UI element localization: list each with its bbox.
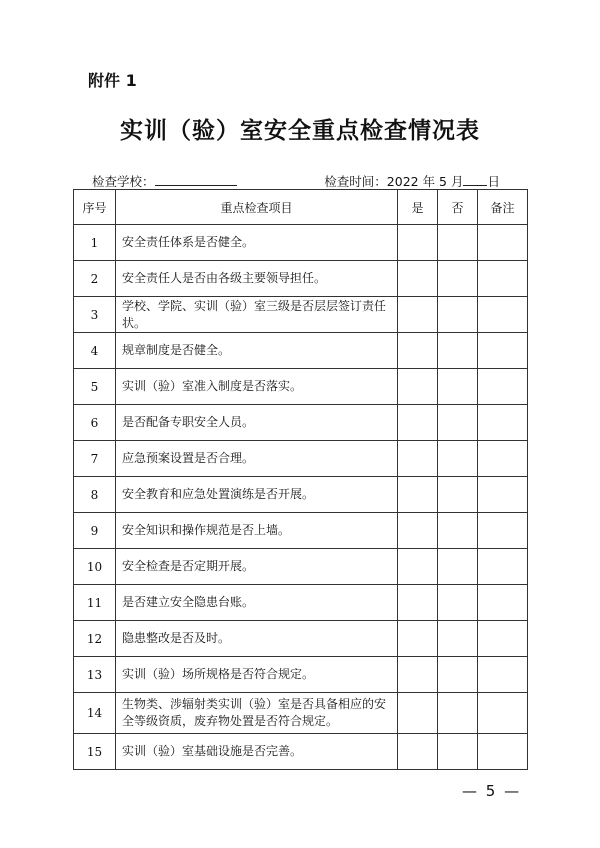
school-blank <box>155 173 237 186</box>
remarks-cell[interactable] <box>478 734 528 770</box>
yes-cell[interactable] <box>398 549 438 585</box>
no-cell[interactable] <box>438 477 478 513</box>
table-row <box>74 261 528 297</box>
remarks-cell[interactable] <box>478 657 528 693</box>
row-number: 3 <box>74 297 116 333</box>
row-number: 4 <box>74 333 116 369</box>
remarks-cell[interactable] <box>478 333 528 369</box>
table-row <box>74 693 528 734</box>
header-no-answer: 否 <box>438 190 478 225</box>
yes-cell[interactable] <box>398 657 438 693</box>
yes-cell[interactable] <box>398 441 438 477</box>
attachment-label: 附件 1 <box>88 71 137 90</box>
header-yes: 是 <box>398 190 438 225</box>
yes-cell[interactable] <box>398 405 438 441</box>
school-label: 检查学校： <box>92 174 155 189</box>
no-cell[interactable] <box>438 734 478 770</box>
row-number: 1 <box>74 225 116 261</box>
yes-cell[interactable] <box>398 369 438 405</box>
yes-cell[interactable] <box>398 261 438 297</box>
day-blank <box>463 173 487 186</box>
inspection-table <box>73 189 528 770</box>
row-item: 安全责任体系是否健全。 <box>116 225 398 261</box>
date-field <box>324 172 500 190</box>
no-cell[interactable] <box>438 549 478 585</box>
table-row <box>74 441 528 477</box>
no-cell[interactable] <box>438 405 478 441</box>
no-cell[interactable] <box>438 297 478 333</box>
row-item: 是否配备专职安全人员。 <box>116 405 398 441</box>
row-item: 安全教育和应急处置演练是否开展。 <box>116 477 398 513</box>
yes-cell[interactable] <box>398 225 438 261</box>
yes-cell[interactable] <box>398 333 438 369</box>
table-row <box>74 225 528 261</box>
table-row <box>74 621 528 657</box>
row-number: 6 <box>74 405 116 441</box>
date-suffix: 日 <box>487 174 500 189</box>
table-row <box>74 477 528 513</box>
no-cell[interactable] <box>438 369 478 405</box>
row-number: 12 <box>74 621 116 657</box>
row-number: 2 <box>74 261 116 297</box>
no-cell[interactable] <box>438 333 478 369</box>
yes-cell[interactable] <box>398 477 438 513</box>
yes-cell[interactable] <box>398 513 438 549</box>
row-number: 13 <box>74 657 116 693</box>
row-item: 实训（验）室准入制度是否落实。 <box>116 369 398 405</box>
no-cell[interactable] <box>438 693 478 734</box>
no-cell[interactable] <box>438 513 478 549</box>
row-item: 安全责任人是否由各级主要领导担任。 <box>116 261 398 297</box>
yes-cell[interactable] <box>398 585 438 621</box>
header-no: 序号 <box>74 190 116 225</box>
remarks-cell[interactable] <box>478 225 528 261</box>
yes-cell[interactable] <box>398 621 438 657</box>
remarks-cell[interactable] <box>478 585 528 621</box>
remarks-cell[interactable] <box>478 297 528 333</box>
page-number: — 5 — <box>462 782 522 800</box>
row-item: 学校、学院、实训（验）室三级是否层层签订责任状。 <box>116 297 398 333</box>
row-number: 8 <box>74 477 116 513</box>
remarks-cell[interactable] <box>478 369 528 405</box>
yes-cell[interactable] <box>398 693 438 734</box>
no-cell[interactable] <box>438 225 478 261</box>
table-row <box>74 333 528 369</box>
table-row <box>74 405 528 441</box>
header-item: 重点检查项目 <box>116 190 398 225</box>
row-number: 7 <box>74 441 116 477</box>
table-row <box>74 297 528 333</box>
row-item: 应急预案设置是否合理。 <box>116 441 398 477</box>
school-field <box>92 172 237 190</box>
no-cell[interactable] <box>438 621 478 657</box>
no-cell[interactable] <box>438 657 478 693</box>
row-item: 安全知识和操作规范是否上墙。 <box>116 513 398 549</box>
page-title: 实训（验）室安全重点检查情况表 <box>120 117 480 144</box>
date-label: 检查时间：2022 年 5 月 <box>324 174 464 189</box>
no-cell[interactable] <box>438 441 478 477</box>
row-number: 5 <box>74 369 116 405</box>
table-row <box>74 585 528 621</box>
row-number: 15 <box>74 734 116 770</box>
remarks-cell[interactable] <box>478 441 528 477</box>
table-header-row <box>74 190 528 225</box>
row-number: 9 <box>74 513 116 549</box>
row-item: 规章制度是否健全。 <box>116 333 398 369</box>
row-item: 安全检查是否定期开展。 <box>116 549 398 585</box>
row-item: 实训（验）室基础设施是否完善。 <box>116 734 398 770</box>
table-row <box>74 657 528 693</box>
no-cell[interactable] <box>438 585 478 621</box>
table-row <box>74 513 528 549</box>
remarks-cell[interactable] <box>478 693 528 734</box>
row-number: 11 <box>74 585 116 621</box>
remarks-cell[interactable] <box>478 549 528 585</box>
remarks-cell[interactable] <box>478 261 528 297</box>
table-row <box>74 734 528 770</box>
table-row <box>74 549 528 585</box>
row-item: 是否建立安全隐患台账。 <box>116 585 398 621</box>
row-item: 生物类、涉辐射类实训（验）室是否具备相应的安全等级资质，废弃物处置是否符合规定。 <box>116 693 398 734</box>
yes-cell[interactable] <box>398 297 438 333</box>
remarks-cell[interactable] <box>478 405 528 441</box>
remarks-cell[interactable] <box>478 513 528 549</box>
row-number: 14 <box>74 693 116 734</box>
table-row <box>74 369 528 405</box>
row-number: 10 <box>74 549 116 585</box>
row-item: 实训（验）场所规格是否符合规定。 <box>116 657 398 693</box>
row-item: 隐患整改是否及时。 <box>116 621 398 657</box>
yes-cell[interactable] <box>398 734 438 770</box>
remarks-cell[interactable] <box>478 477 528 513</box>
no-cell[interactable] <box>438 261 478 297</box>
remarks-cell[interactable] <box>478 621 528 657</box>
header-remarks: 备注 <box>478 190 528 225</box>
